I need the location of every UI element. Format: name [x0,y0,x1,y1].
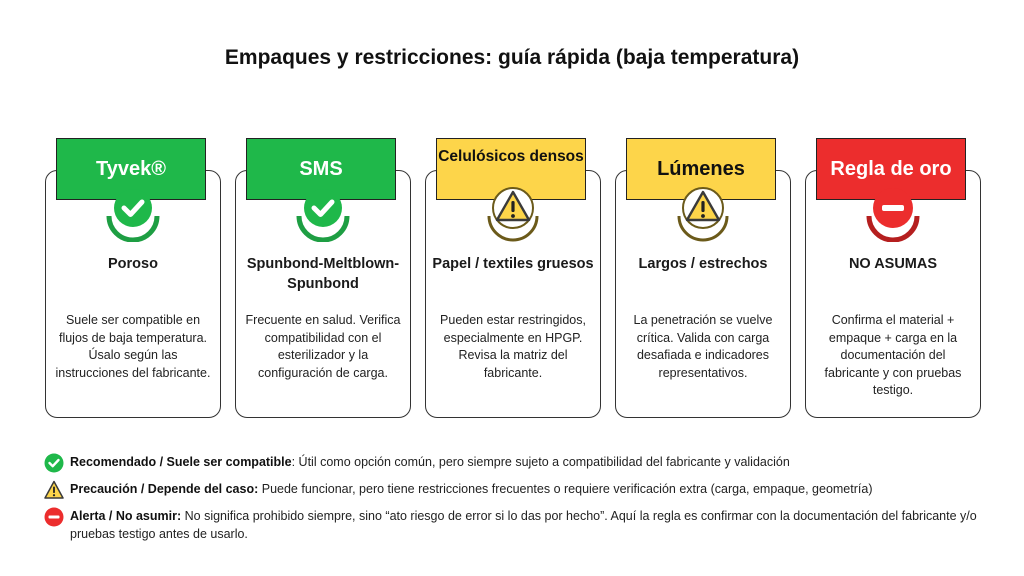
warning-triangle-icon [44,480,64,500]
card-tyvek [45,138,221,422]
cards-row [0,138,1024,422]
card-label: Tyvek® [56,138,206,200]
legend-text: : Útil como opción común, pero siempre sujeto a compatibilidad del fabricante y validación [291,455,790,469]
legend [44,453,984,552]
legend-item-ok [44,453,984,471]
legend-text: No significa prohibido siempre, sino “ato riesgo de error si lo das por hecho”. Aquí la regla es confirmar con la documentación del fabricante y/o pruebas testigo antes de usarlo. [70,509,977,541]
card-subtitle: Papel / textiles gruesos [432,256,594,272]
card-regla-de-oro [805,138,981,422]
check-circle-icon [44,453,64,473]
card-sms [235,138,411,422]
card-label: Celulósicos densos [436,138,586,200]
card-subtitle: Largos / estrechos [638,256,768,272]
warning-triangle-icon [669,182,737,242]
no-entry-icon [44,507,64,527]
card-description: La penetración se vuelve crítica. Valida con carga desafiada e indicadores representativos. [633,313,773,380]
card-subtitle: Poroso [108,256,158,272]
warning-triangle-icon [479,182,547,242]
no-entry-icon [859,182,927,242]
card-subtitle: Spunbond-Meltblown-Spunbond [246,256,400,292]
card-description: Suele ser compatible en flujos de baja temperatura. Úsalo según las instrucciones del fabricante. [55,313,211,380]
card-celulosicos [425,138,601,422]
card-label: Regla de oro [816,138,966,200]
legend-term: Precaución / Depende del caso: [70,482,259,496]
card-description: Frecuente en salud. Verifica compatibilidad con el esterilizador y la configuración de carga. [245,313,401,380]
legend-item-alert [44,507,984,543]
legend-term: Alerta / No asumir: [70,509,182,523]
legend-item-warning [44,480,984,498]
card-label: SMS [246,138,396,200]
legend-term: Recomendado / Suele ser compatible [70,455,292,469]
card-label: Lúmenes [626,138,776,200]
check-circle-icon [99,182,167,242]
card-lumenes [615,138,791,422]
page-title: Empaques y restricciones: guía rápida (baja temperatura) [224,46,800,69]
card-description: Confirma el material + empaque + carga en la documentación del fabricante y con pruebas testigo. [824,313,962,397]
check-circle-icon [289,182,357,242]
card-subtitle: NO ASUMAS [848,256,938,272]
legend-text: Puede funcionar, pero tiene restricciones frecuentes o requiere verificación extra (carga, empaque, geometría) [258,482,873,496]
card-description: Pueden estar restringidos, especialmente en HPGP. Revisa la matriz del fabricante. [440,313,586,380]
